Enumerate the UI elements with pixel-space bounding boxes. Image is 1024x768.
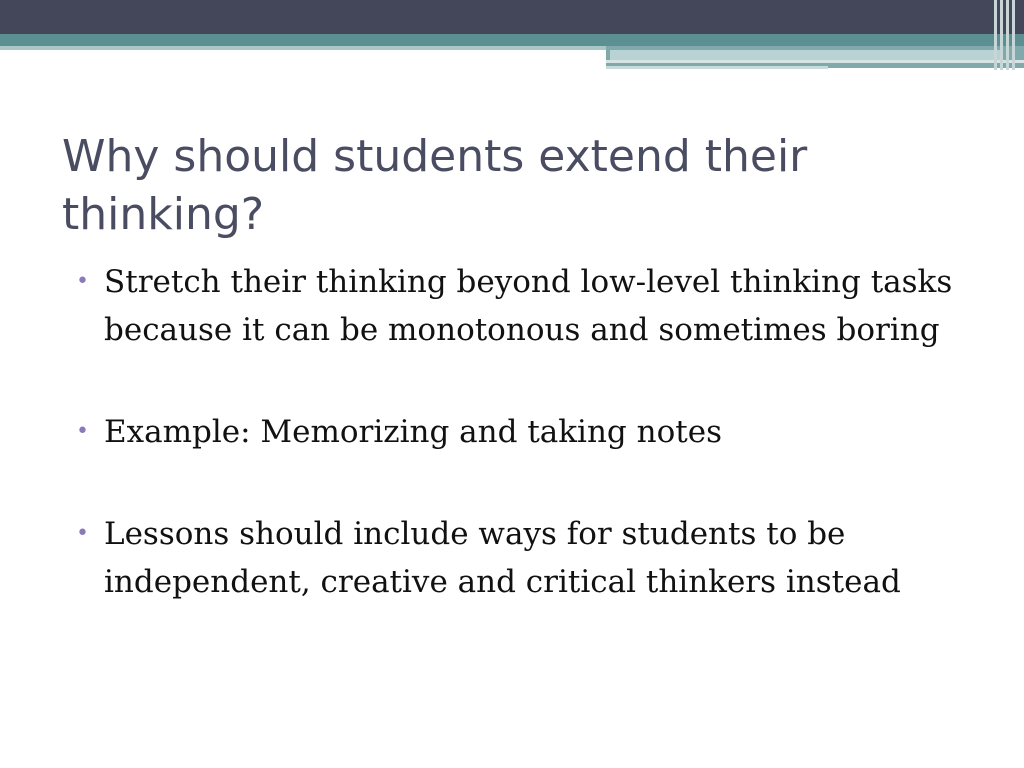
bullet-dot-icon: • <box>76 521 89 546</box>
header-right-line-short <box>606 66 828 69</box>
bullet-item <box>74 510 964 606</box>
bullet-text: Lessons should include ways for students to be independent, creative and critical thinkers instead <box>104 516 901 600</box>
header-band-teal <box>0 34 1024 46</box>
slide-title: Why should students extend their thinking? <box>62 131 808 240</box>
header-right-line <box>606 60 1024 63</box>
header-vertical-stripe <box>1012 0 1015 70</box>
header-right-block-inner <box>610 50 1000 60</box>
header-vertical-stripe <box>994 0 997 70</box>
bullet-text: Example: Memorizing and taking notes <box>104 414 722 450</box>
bullet-text: Stretch their thinking beyond low-level thinking tasks because it can be monotonous and sometimes boring <box>104 264 953 348</box>
header-vertical-stripe <box>1000 0 1003 70</box>
bullet-item <box>74 408 964 456</box>
header-band-teal-light <box>0 46 610 50</box>
bullet-list <box>74 258 964 660</box>
header-band-dark <box>0 0 1024 34</box>
bullet-item <box>74 258 964 354</box>
header-vertical-stripe <box>1006 0 1009 70</box>
bullet-dot-icon: • <box>76 269 89 294</box>
bullet-dot-icon: • <box>76 419 89 444</box>
